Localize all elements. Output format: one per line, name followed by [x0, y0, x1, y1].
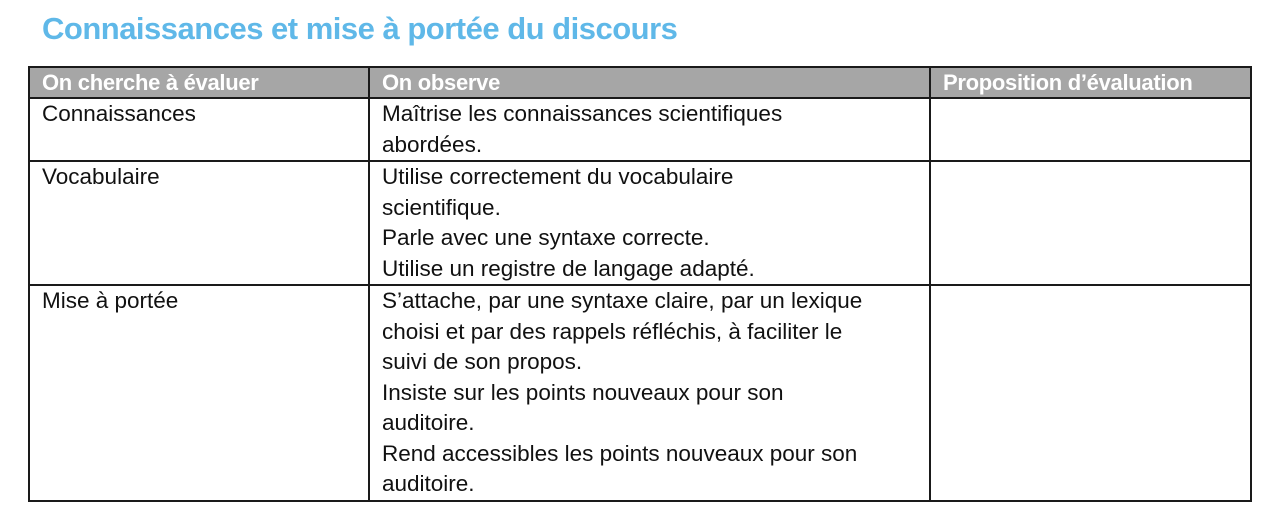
- observation-line: Utilise un registre de langage adapté.: [382, 255, 755, 281]
- observation-line: suivi de son propos.: [382, 349, 583, 374]
- table-row: [29, 161, 1251, 285]
- observation-line: Parle avec une syntaxe correcte.: [382, 225, 710, 250]
- observation-cell: [369, 98, 930, 161]
- observation-line: scientifique.: [382, 194, 501, 220]
- header-criterion: On cherche à évaluer: [29, 67, 369, 98]
- criterion-cell: Mise à portée: [29, 285, 369, 501]
- observation-cell: [369, 285, 930, 501]
- header-observation: On observe: [369, 67, 930, 98]
- observation-line: S’attache, par une syntaxe claire, par un lexique: [382, 288, 863, 313]
- observation-cell: [369, 161, 930, 285]
- evaluation-cell[interactable]: [930, 98, 1251, 161]
- table-row: [29, 285, 1251, 501]
- observation-line: Rend accessibles les points nouveaux pour son: [382, 440, 858, 466]
- observation-line: Utilise correctement du vocabulaire: [382, 164, 734, 189]
- evaluation-table: [28, 66, 1252, 502]
- observation-line: choisi et par des rappels réfléchis, à faciliter le: [382, 318, 843, 344]
- observation-line: auditoire.: [382, 410, 475, 435]
- table-row: [29, 98, 1251, 161]
- criterion-cell: Vocabulaire: [29, 161, 369, 285]
- page-title: Connaissances et mise à portée du discours: [42, 11, 678, 46]
- observation-line: auditoire.: [382, 471, 475, 496]
- observation-line: Insiste sur les points nouveaux pour son: [382, 379, 784, 405]
- header-evaluation: Proposition d’évaluation: [930, 67, 1251, 98]
- evaluation-cell[interactable]: [930, 161, 1251, 285]
- table-header-row: [29, 67, 1251, 98]
- criterion-cell: Connaissances: [29, 98, 369, 161]
- evaluation-cell[interactable]: [930, 285, 1251, 501]
- observation-line: abordées.: [382, 131, 483, 157]
- observation-line: Maîtrise les connaissances scientifiques: [382, 101, 783, 126]
